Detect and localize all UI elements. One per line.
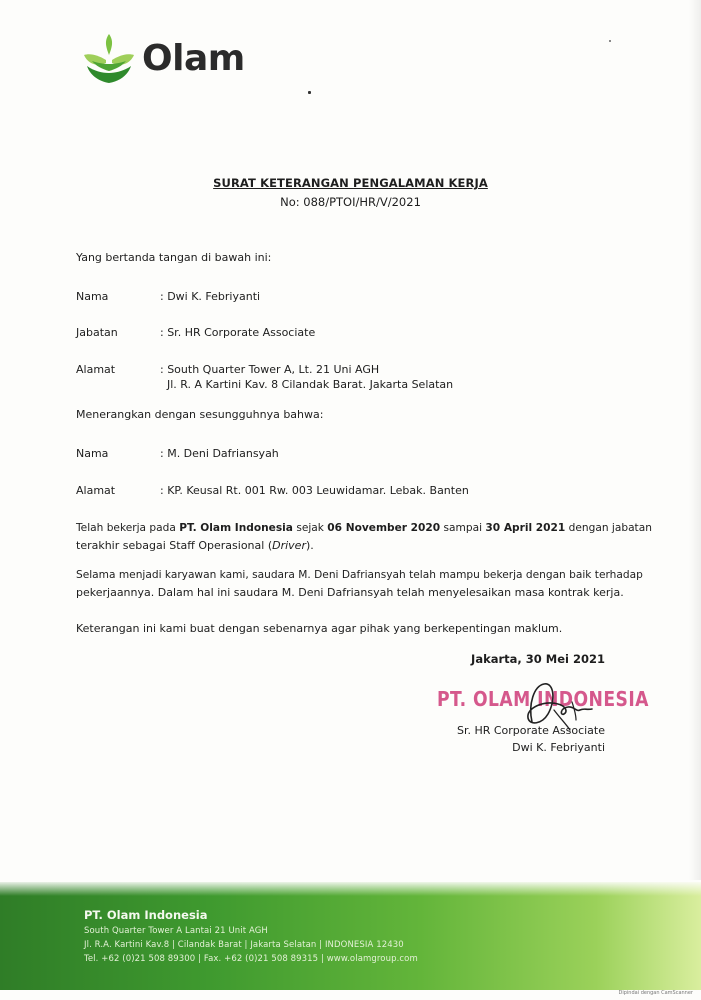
footer-banner: [0, 882, 701, 990]
letter-title: SURAT KETERANGAN PENGALAMAN KERJA: [213, 176, 488, 190]
employee-address-label: Alamat: [76, 484, 116, 497]
p1-text: sejak: [292, 522, 328, 534]
footer-contact-line: Tel. +62 (0)21 508 89300 | Fax. +62 (0)21 508 89315 | www.olamgroup.com: [84, 954, 418, 964]
p1-end-date: 30 April 2021: [485, 522, 566, 534]
employment-paragraph-line1: [76, 521, 652, 536]
scan-speck: [609, 40, 611, 42]
employment-paragraph-line2: [76, 538, 314, 553]
logo-wordmark: Olam: [142, 38, 245, 79]
leaf-logo-icon: [82, 33, 136, 85]
employee-address-value: : KP. Keusal Rt. 001 Rw. 003 Leuwidamar. Lebak. Banten: [160, 484, 469, 497]
signer-position-label: Jabatan: [76, 326, 118, 339]
employee-name-label: Nama: [76, 447, 109, 460]
closing-paragraph: Keterangan ini kami buat dengan sebenarnya agar pihak yang berkepentingan maklum.: [76, 622, 563, 635]
signer-address-line2: Jl. R. A Kartini Kav. 8 Cilandak Barat. Jakarta Selatan: [167, 378, 454, 391]
statement-text: Menerangkan dengan sesungguhnya bahwa:: [76, 408, 324, 421]
scan-edge-shadow: [689, 0, 701, 880]
scan-speck: [308, 91, 311, 94]
company-stamp: PT. OLAM INDONESIA: [437, 687, 649, 711]
signer-address-line1: : South Quarter Tower A, Lt. 21 Uni AGH: [160, 363, 380, 376]
p1-text: terakhir sebagai Staff Operasional (: [76, 539, 273, 552]
p1-text: dengan jabatan: [565, 522, 652, 534]
footer-address-line1: South Quarter Tower A Lantai 21 Unit AGH: [84, 926, 268, 936]
performance-paragraph-line1: Selama menjadi karyawan kami, saudara M. Deni Dafriansyah telah mampu bekerja dengan baik terhadap: [76, 569, 643, 581]
employee-name-value: : M. Deni Dafriansyah: [160, 447, 279, 460]
p1-start-date: 06 November 2020: [327, 522, 441, 534]
place-date: Jakarta, 30 Mei 2021: [471, 652, 605, 666]
intro-text: Yang bertanda tangan di bawah ini:: [76, 251, 272, 264]
signer-name: Dwi K. Febriyanti: [512, 741, 605, 754]
p1-text: Telah bekerja pada: [76, 522, 180, 534]
p1-company: PT. Olam Indonesia: [179, 522, 293, 534]
signer-address-label: Alamat: [76, 363, 116, 376]
performance-paragraph-line2: pekerjaannya. Dalam hal ini saudara M. Deni Dafriansyah telah menyelesaikan masa kontrak kerja.: [76, 586, 624, 599]
signer-role: Sr. HR Corporate Associate: [456, 724, 605, 737]
p1-text: ).: [305, 539, 314, 552]
footer-fade: [0, 882, 701, 896]
signer-name-label: Nama: [76, 290, 109, 303]
scanner-watermark: Dipindai dengan CamScanner: [618, 990, 693, 996]
signer-name-value: : Dwi K. Febriyanti: [160, 290, 261, 303]
footer-address-line2: Jl. R.A. Kartini Kav.8 | Cilandak Barat | Jakarta Selatan | INDONESIA 12430: [84, 940, 404, 950]
bottom-margin: [0, 990, 701, 1000]
signer-position-value: : Sr. HR Corporate Associate: [160, 326, 316, 339]
footer-company: PT. Olam Indonesia: [84, 908, 208, 922]
p1-text: sampai: [440, 522, 486, 534]
reference-number: No: 088/PTOI/HR/V/2021: [280, 195, 421, 209]
p1-job-italic: Driver: [272, 539, 306, 552]
olam-logo: [82, 33, 245, 85]
